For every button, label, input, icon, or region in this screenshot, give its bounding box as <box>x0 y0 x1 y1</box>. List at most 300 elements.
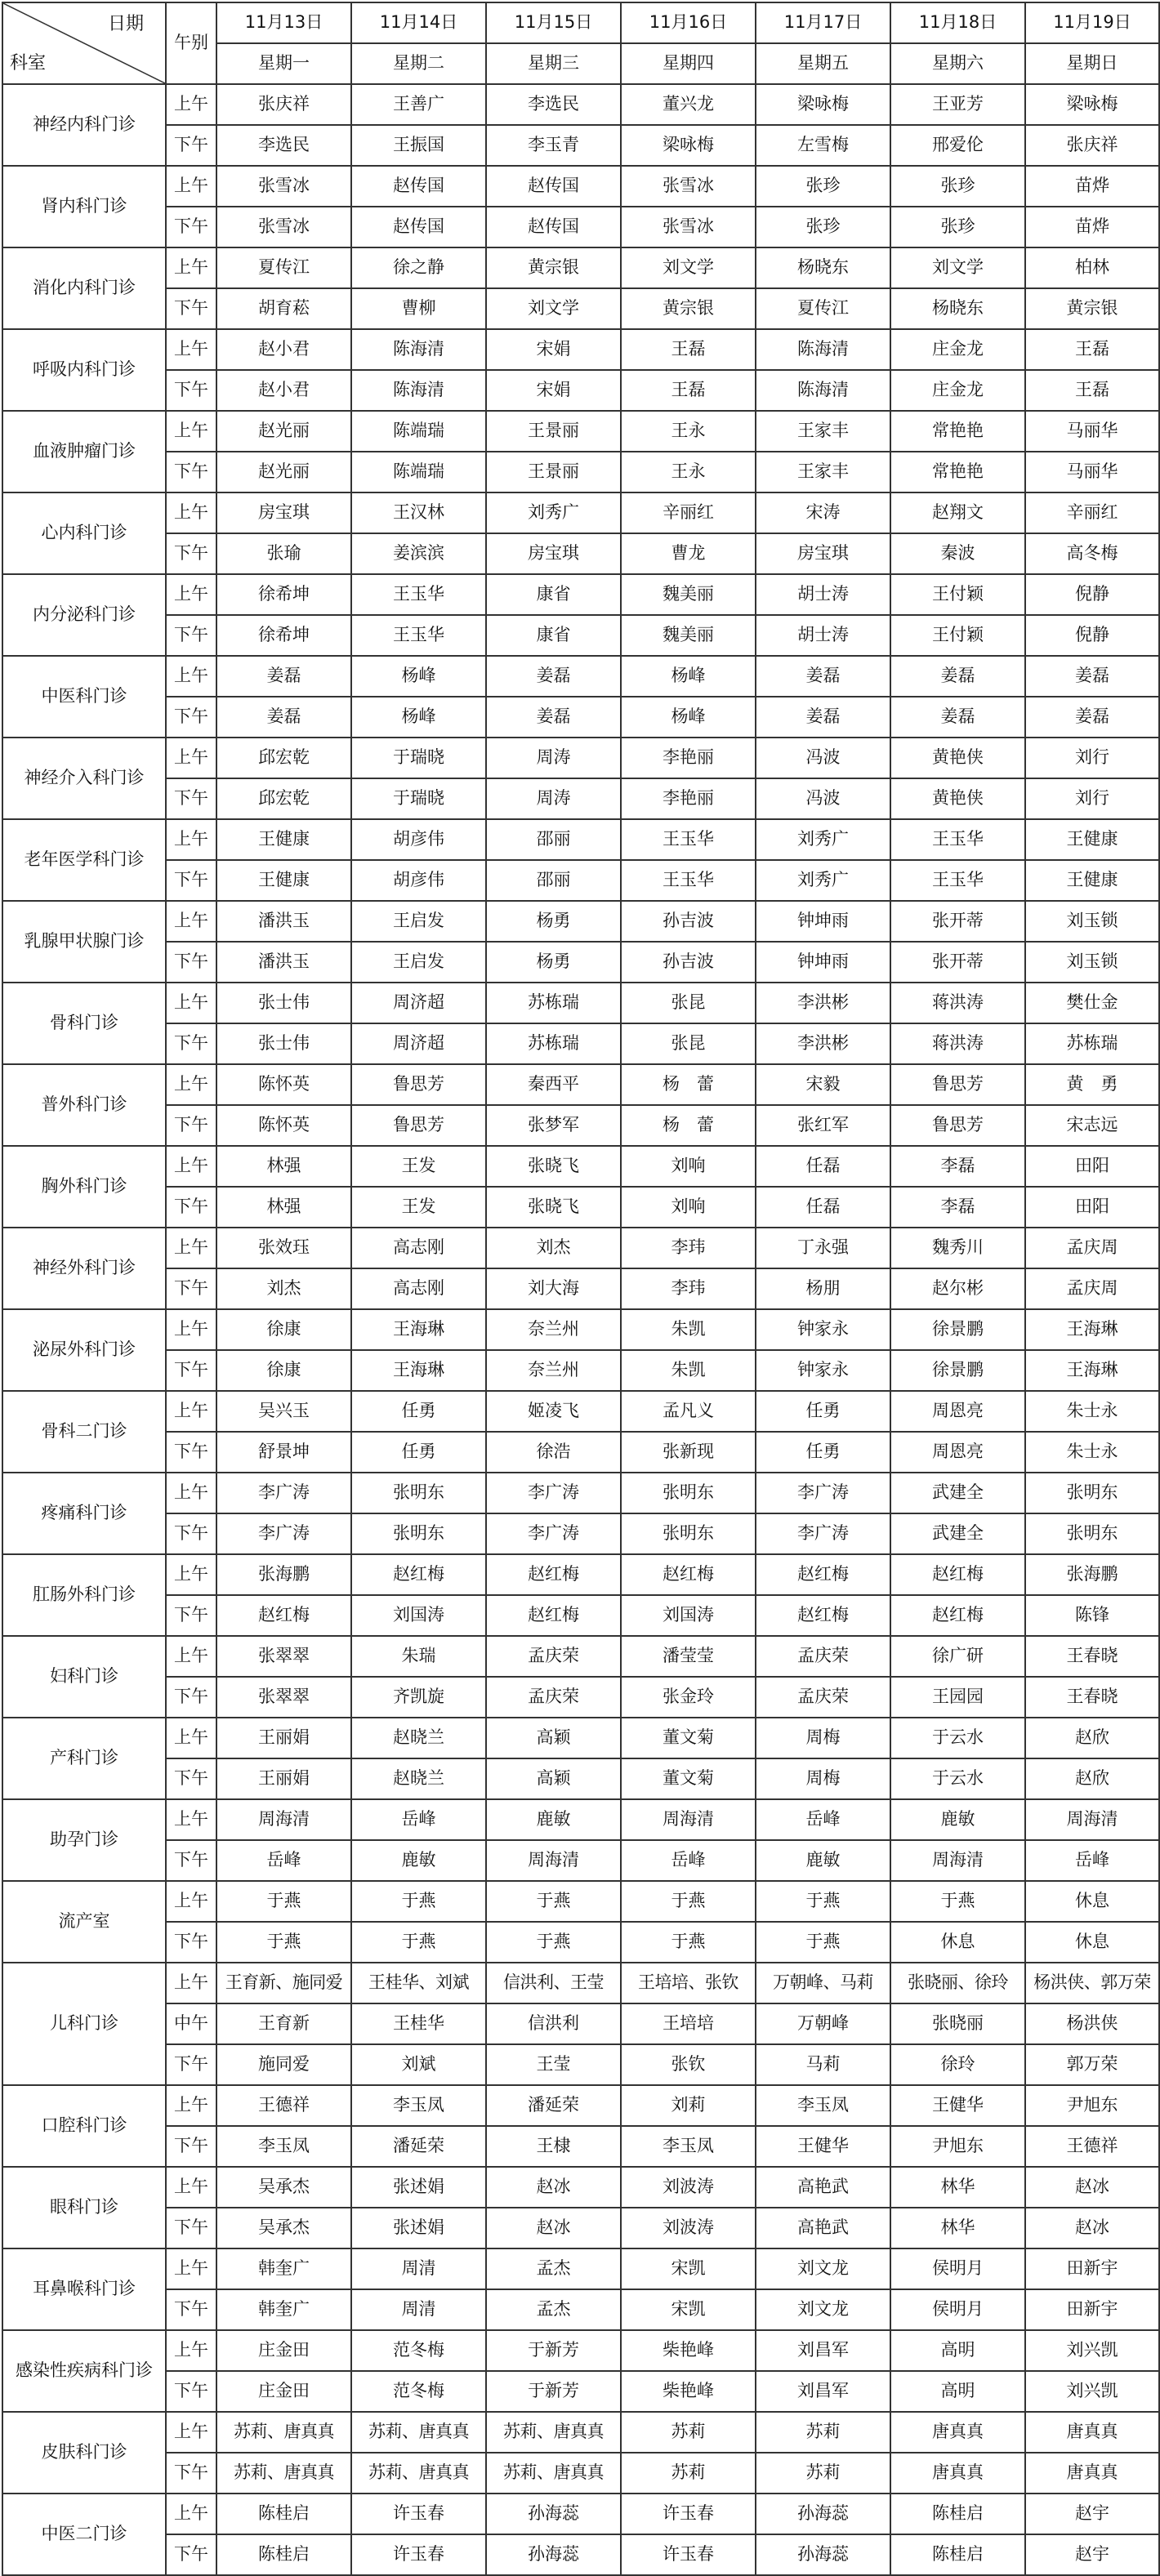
doctor-cell: 徐之静 <box>351 247 486 288</box>
doctor-cell: 张瑜 <box>216 533 351 574</box>
doctor-cell: 孙吉波 <box>621 942 756 983</box>
doctor-cell: 张珍 <box>890 166 1025 207</box>
doctor-cell: 黄艳侠 <box>890 778 1025 819</box>
corner-date-label: 日期 <box>107 14 144 34</box>
doctor-cell: 张述娟 <box>351 2208 486 2248</box>
date-header: 11月16日 <box>621 2 756 43</box>
doctor-cell: 于云水 <box>890 1718 1025 1758</box>
doctor-cell: 高艳武 <box>756 2208 890 2248</box>
doctor-cell: 赵传国 <box>486 207 621 247</box>
period-cell: 上午 <box>166 1799 216 1840</box>
doctor-cell: 赵光丽 <box>216 411 351 452</box>
period-cell: 上午 <box>166 1636 216 1677</box>
doctor-cell: 孙吉波 <box>621 901 756 942</box>
doctor-cell: 黄宗银 <box>486 247 621 288</box>
period-cell: 上午 <box>166 1881 216 1922</box>
doctor-cell: 高冬梅 <box>1025 533 1159 574</box>
period-cell: 上午 <box>166 1064 216 1105</box>
doctor-cell: 王桂华、刘斌 <box>351 1963 486 2003</box>
doctor-cell: 张昆 <box>621 983 756 1023</box>
weekday-header: 星期六 <box>890 43 1025 84</box>
table-row <box>2 1350 1159 1391</box>
period-cell: 下午 <box>166 1513 216 1554</box>
doctor-cell: 刘文龙 <box>756 2248 890 2289</box>
doctor-cell: 于燕 <box>486 1881 621 1922</box>
period-cell: 下午 <box>166 697 216 738</box>
doctor-cell: 苏莉 <box>756 2453 890 2494</box>
doctor-cell: 赵晓兰 <box>351 1718 486 1758</box>
doctor-cell: 黄艳侠 <box>890 738 1025 778</box>
doctor-cell: 徐浩 <box>486 1432 621 1473</box>
doctor-cell: 刘杰 <box>486 1228 621 1268</box>
doctor-cell: 吴承杰 <box>216 2167 351 2208</box>
doctor-cell: 庄金田 <box>216 2330 351 2371</box>
doctor-cell: 于燕 <box>756 1881 890 1922</box>
doctor-cell: 徐景鹏 <box>890 1350 1025 1391</box>
doctor-cell: 武建全 <box>890 1513 1025 1554</box>
table-row <box>2 1268 1159 1309</box>
table-row <box>2 452 1159 492</box>
department-name: 普外科门诊 <box>2 1064 166 1146</box>
doctor-cell: 杨朋 <box>756 1268 890 1309</box>
department-name: 内分泌科门诊 <box>2 574 166 656</box>
doctor-cell: 倪静 <box>1025 574 1159 615</box>
table-row <box>2 901 1159 942</box>
doctor-cell: 姜磊 <box>216 656 351 697</box>
period-cell: 中午 <box>166 2003 216 2044</box>
doctor-cell: 邱宏乾 <box>216 738 351 778</box>
doctor-cell: 柏林 <box>1025 247 1159 288</box>
doctor-cell: 韩奎广 <box>216 2248 351 2289</box>
doctor-cell: 王海琳 <box>1025 1350 1159 1391</box>
period-cell: 下午 <box>166 2126 216 2167</box>
table-row <box>2 2494 1159 2534</box>
doctor-cell: 孟庆荣 <box>756 1677 890 1718</box>
table-row <box>2 1473 1159 1513</box>
doctor-cell: 李洪彬 <box>756 983 890 1023</box>
department-name: 中医二门诊 <box>2 2494 166 2575</box>
table-row <box>2 1432 1159 1473</box>
department-name: 老年医学科门诊 <box>2 819 166 901</box>
doctor-cell: 张金玲 <box>621 1677 756 1718</box>
doctor-cell: 赵尔彬 <box>890 1268 1025 1309</box>
doctor-cell: 赵小君 <box>216 370 351 411</box>
date-header: 11月17日 <box>756 2 890 43</box>
doctor-cell: 侯明月 <box>890 2248 1025 2289</box>
doctor-cell: 周海清 <box>890 1840 1025 1881</box>
table-row <box>2 819 1159 860</box>
doctor-cell: 潘莹莹 <box>621 1636 756 1677</box>
doctor-cell: 苏栋瑞 <box>486 1023 621 1064</box>
period-cell: 上午 <box>166 2248 216 2289</box>
doctor-cell: 杨勇 <box>486 901 621 942</box>
doctor-cell: 许玉春 <box>621 2494 756 2534</box>
doctor-cell: 王健康 <box>216 819 351 860</box>
doctor-cell: 左雪梅 <box>756 125 890 166</box>
doctor-cell: 于燕 <box>621 1881 756 1922</box>
period-cell: 下午 <box>166 778 216 819</box>
doctor-cell: 夏传江 <box>216 247 351 288</box>
period-cell: 下午 <box>166 533 216 574</box>
doctor-cell: 王培培、张钦 <box>621 1963 756 2003</box>
doctor-cell: 苏莉、唐真真 <box>486 2412 621 2453</box>
table-row <box>2 411 1159 452</box>
doctor-cell: 陈桂启 <box>216 2534 351 2575</box>
doctor-cell: 房宝琪 <box>486 533 621 574</box>
doctor-cell: 秦西平 <box>486 1064 621 1105</box>
doctor-cell: 陈海清 <box>756 370 890 411</box>
doctor-cell: 朱瑞 <box>351 1636 486 1677</box>
doctor-cell: 赵欣 <box>1025 1718 1159 1758</box>
doctor-cell: 康省 <box>486 574 621 615</box>
weekday-header: 星期三 <box>486 43 621 84</box>
doctor-cell: 刘玉锁 <box>1025 942 1159 983</box>
doctor-cell: 魏美丽 <box>621 574 756 615</box>
doctor-cell: 黄宗银 <box>1025 288 1159 329</box>
doctor-cell: 于瑞晓 <box>351 778 486 819</box>
department-name: 胸外科门诊 <box>2 1146 166 1228</box>
doctor-cell: 朱士永 <box>1025 1391 1159 1432</box>
doctor-cell: 徐玲 <box>890 2044 1025 2085</box>
table-row <box>2 615 1159 656</box>
doctor-cell: 张昆 <box>621 1023 756 1064</box>
doctor-cell: 刘昌军 <box>756 2371 890 2412</box>
doctor-cell: 刘玉锁 <box>1025 901 1159 942</box>
table-row <box>2 2003 1159 2044</box>
table-row <box>2 2330 1159 2371</box>
doctor-cell: 范冬梅 <box>351 2330 486 2371</box>
period-cell: 下午 <box>166 2044 216 2085</box>
period-cell: 上午 <box>166 329 216 370</box>
doctor-cell: 王景丽 <box>486 452 621 492</box>
table-row <box>2 1228 1159 1268</box>
doctor-cell: 曹柳 <box>351 288 486 329</box>
period-cell: 上午 <box>166 1391 216 1432</box>
doctor-cell: 赵传国 <box>351 207 486 247</box>
doctor-cell: 赵红梅 <box>486 1595 621 1636</box>
doctor-cell: 王玉华 <box>621 819 756 860</box>
doctor-cell: 田阳 <box>1025 1187 1159 1228</box>
doctor-cell: 刘行 <box>1025 738 1159 778</box>
doctor-cell: 任勇 <box>756 1432 890 1473</box>
department-name: 神经内科门诊 <box>2 84 166 166</box>
table-row <box>2 656 1159 697</box>
doctor-cell: 奈兰州 <box>486 1309 621 1350</box>
table-row <box>2 697 1159 738</box>
doctor-cell: 田新宇 <box>1025 2289 1159 2330</box>
period-cell: 下午 <box>166 1023 216 1064</box>
table-row <box>2 1922 1159 1963</box>
doctor-cell: 岳峰 <box>216 1840 351 1881</box>
period-cell: 下午 <box>166 452 216 492</box>
doctor-cell: 鲁思芳 <box>351 1105 486 1146</box>
doctor-cell: 庄金田 <box>216 2371 351 2412</box>
period-cell: 上午 <box>166 738 216 778</box>
doctor-cell: 王丽娟 <box>216 1758 351 1799</box>
doctor-cell: 赵翔文 <box>890 492 1025 533</box>
doctor-cell: 张开蒂 <box>890 901 1025 942</box>
period-cell: 上午 <box>166 1146 216 1187</box>
doctor-cell: 周清 <box>351 2289 486 2330</box>
doctor-cell: 周涛 <box>486 778 621 819</box>
doctor-cell: 王育新 <box>216 2003 351 2044</box>
doctor-cell: 宋涛 <box>756 492 890 533</box>
doctor-cell: 董文菊 <box>621 1758 756 1799</box>
period-cell: 下午 <box>166 207 216 247</box>
doctor-cell: 徐希坤 <box>216 615 351 656</box>
doctor-cell: 张翠翠 <box>216 1677 351 1718</box>
period-cell: 上午 <box>166 1554 216 1595</box>
doctor-cell: 苏莉 <box>756 2412 890 2453</box>
doctor-cell: 苏栋瑞 <box>486 983 621 1023</box>
doctor-cell: 魏美丽 <box>621 615 756 656</box>
doctor-cell: 夏传江 <box>756 288 890 329</box>
table-body <box>2 84 1159 2575</box>
department-name: 骨科门诊 <box>2 983 166 1064</box>
doctor-cell: 齐凯旋 <box>351 1677 486 1718</box>
doctor-cell: 鹿敏 <box>890 1799 1025 1840</box>
doctor-cell: 刘波涛 <box>621 2208 756 2248</box>
doctor-cell: 潘洪玉 <box>216 942 351 983</box>
doctor-cell: 王汉林 <box>351 492 486 533</box>
period-cell: 下午 <box>166 1840 216 1881</box>
department-name: 妇科门诊 <box>2 1636 166 1718</box>
doctor-cell: 休息 <box>1025 1881 1159 1922</box>
doctor-cell: 吴兴玉 <box>216 1391 351 1432</box>
doctor-cell: 武建全 <box>890 1473 1025 1513</box>
doctor-cell: 常艳艳 <box>890 452 1025 492</box>
doctor-cell: 杨峰 <box>351 697 486 738</box>
department-name: 口腔科门诊 <box>2 2085 166 2167</box>
doctor-cell: 庄金龙 <box>890 370 1025 411</box>
doctor-cell: 周济超 <box>351 1023 486 1064</box>
doctor-cell: 孟庆周 <box>1025 1268 1159 1309</box>
table-row <box>2 492 1159 533</box>
doctor-cell: 李玉凤 <box>621 2126 756 2167</box>
doctor-cell: 刘秀广 <box>756 819 890 860</box>
period-cell: 上午 <box>166 2167 216 2208</box>
doctor-cell: 于燕 <box>486 1922 621 1963</box>
doctor-cell: 刘文学 <box>621 247 756 288</box>
doctor-cell: 王付颖 <box>890 615 1025 656</box>
doctor-cell: 马丽华 <box>1025 411 1159 452</box>
doctor-cell: 邵丽 <box>486 860 621 901</box>
doctor-cell: 黄 勇 <box>1025 1064 1159 1105</box>
doctor-cell: 王玉华 <box>890 860 1025 901</box>
doctor-cell: 李广涛 <box>756 1513 890 1554</box>
doctor-cell: 杨晓东 <box>890 288 1025 329</box>
doctor-cell: 赵红梅 <box>216 1595 351 1636</box>
doctor-cell: 苏莉、唐真真 <box>216 2412 351 2453</box>
doctor-cell: 王德祥 <box>216 2085 351 2126</box>
doctor-cell: 赵宇 <box>1025 2534 1159 2575</box>
doctor-cell: 高志刚 <box>351 1228 486 1268</box>
doctor-cell: 刘国涛 <box>351 1595 486 1636</box>
doctor-cell: 李广涛 <box>756 1473 890 1513</box>
doctor-cell: 李广涛 <box>486 1473 621 1513</box>
date-header: 11月14日 <box>351 2 486 43</box>
doctor-cell: 朱凯 <box>621 1309 756 1350</box>
doctor-cell: 王健华 <box>890 2085 1025 2126</box>
department-name: 眼科门诊 <box>2 2167 166 2248</box>
table-row <box>2 1105 1159 1146</box>
doctor-cell: 胡士涛 <box>756 615 890 656</box>
doctor-cell: 苗烨 <box>1025 207 1159 247</box>
doctor-cell: 姜磊 <box>1025 656 1159 697</box>
weekday-header: 星期二 <box>351 43 486 84</box>
doctor-cell: 王健康 <box>1025 819 1159 860</box>
doctor-cell: 王家丰 <box>756 411 890 452</box>
doctor-cell: 韩奎广 <box>216 2289 351 2330</box>
doctor-cell: 宋凯 <box>621 2248 756 2289</box>
doctor-cell: 姜磊 <box>216 697 351 738</box>
doctor-cell: 林强 <box>216 1187 351 1228</box>
doctor-cell: 王春晓 <box>1025 1636 1159 1677</box>
doctor-cell: 胡育菘 <box>216 288 351 329</box>
doctor-cell: 刘杰 <box>216 1268 351 1309</box>
doctor-cell: 尹旭东 <box>1025 2085 1159 2126</box>
doctor-cell: 周海清 <box>621 1799 756 1840</box>
doctor-cell: 尹旭东 <box>890 2126 1025 2167</box>
doctor-cell: 张明东 <box>1025 1513 1159 1554</box>
doctor-cell: 王发 <box>351 1146 486 1187</box>
doctor-cell: 王磊 <box>1025 329 1159 370</box>
period-cell: 下午 <box>166 2534 216 2575</box>
table-row <box>2 1146 1159 1187</box>
doctor-cell: 张雪冰 <box>621 166 756 207</box>
period-cell: 上午 <box>166 1309 216 1350</box>
department-name: 肾内科门诊 <box>2 166 166 247</box>
doctor-cell: 杨洪侠 <box>1025 2003 1159 2044</box>
table-row <box>2 1064 1159 1105</box>
doctor-cell: 田新宇 <box>1025 2248 1159 2289</box>
table-row <box>2 574 1159 615</box>
doctor-cell: 姜磊 <box>756 697 890 738</box>
doctor-cell: 张效珏 <box>216 1228 351 1268</box>
doctor-cell: 李洪彬 <box>756 1023 890 1064</box>
doctor-cell: 张开蒂 <box>890 942 1025 983</box>
weekday-header: 星期日 <box>1025 43 1159 84</box>
doctor-cell: 赵红梅 <box>756 1554 890 1595</box>
table-row <box>2 2126 1159 2167</box>
period-cell: 下午 <box>166 2453 216 2494</box>
doctor-cell: 王培培 <box>621 2003 756 2044</box>
doctor-cell: 于燕 <box>216 1922 351 1963</box>
doctor-cell: 刘秀广 <box>756 860 890 901</box>
table-row <box>2 1187 1159 1228</box>
doctor-cell: 赵红梅 <box>756 1595 890 1636</box>
doctor-cell: 高明 <box>890 2371 1025 2412</box>
doctor-cell: 鲁思芳 <box>890 1105 1025 1146</box>
period-cell: 上午 <box>166 492 216 533</box>
doctor-cell: 赵冰 <box>486 2208 621 2248</box>
doctor-cell: 林华 <box>890 2208 1025 2248</box>
doctor-cell: 于燕 <box>621 1922 756 1963</box>
doctor-cell: 周恩亮 <box>890 1432 1025 1473</box>
doctor-cell: 董文菊 <box>621 1718 756 1758</box>
doctor-cell: 鹿敏 <box>756 1840 890 1881</box>
doctor-cell: 张珍 <box>890 207 1025 247</box>
period-cell: 上午 <box>166 901 216 942</box>
period-header: 午别 <box>166 2 216 84</box>
doctor-cell: 孟庆荣 <box>756 1636 890 1677</box>
department-name: 泌尿外科门诊 <box>2 1309 166 1391</box>
doctor-cell: 王磊 <box>621 370 756 411</box>
table-row <box>2 1636 1159 1677</box>
doctor-cell: 王海琳 <box>1025 1309 1159 1350</box>
period-cell: 上午 <box>166 247 216 288</box>
doctor-cell: 樊仕金 <box>1025 983 1159 1023</box>
doctor-cell: 赵传国 <box>486 166 621 207</box>
doctor-cell: 赵红梅 <box>621 1554 756 1595</box>
doctor-cell: 任勇 <box>351 1432 486 1473</box>
doctor-cell: 张雪冰 <box>216 207 351 247</box>
doctor-cell: 柴艳峰 <box>621 2330 756 2371</box>
weekday-header: 星期五 <box>756 43 890 84</box>
doctor-cell: 赵冰 <box>1025 2208 1159 2248</box>
table-row <box>2 288 1159 329</box>
doctor-cell: 许玉春 <box>351 2534 486 2575</box>
doctor-cell: 鲁思芳 <box>890 1064 1025 1105</box>
doctor-cell: 张晓飞 <box>486 1146 621 1187</box>
doctor-cell: 杨洪侠、郭万荣 <box>1025 1963 1159 2003</box>
department-name: 中医科门诊 <box>2 656 166 738</box>
doctor-cell: 周济超 <box>351 983 486 1023</box>
doctor-cell: 陈锋 <box>1025 1595 1159 1636</box>
table-row <box>2 2167 1159 2208</box>
doctor-cell: 张明东 <box>621 1513 756 1554</box>
doctor-cell: 李玉凤 <box>351 2085 486 2126</box>
department-name: 感染性疾病科门诊 <box>2 2330 166 2412</box>
doctor-cell: 刘莉 <box>621 2085 756 2126</box>
table-row <box>2 2248 1159 2289</box>
doctor-cell: 高志刚 <box>351 1268 486 1309</box>
period-cell: 下午 <box>166 615 216 656</box>
doctor-cell: 钟坤雨 <box>756 942 890 983</box>
doctor-cell: 于燕 <box>351 1881 486 1922</box>
period-cell: 上午 <box>166 2085 216 2126</box>
doctor-cell: 于燕 <box>756 1922 890 1963</box>
doctor-cell: 周清 <box>351 2248 486 2289</box>
doctor-cell: 陈海清 <box>351 329 486 370</box>
doctor-cell: 李选民 <box>216 125 351 166</box>
doctor-cell: 陈海清 <box>756 329 890 370</box>
doctor-cell: 康省 <box>486 615 621 656</box>
doctor-cell: 杨峰 <box>621 656 756 697</box>
doctor-cell: 李玉凤 <box>216 2126 351 2167</box>
doctor-cell: 孟凡义 <box>621 1391 756 1432</box>
doctor-cell: 赵红梅 <box>890 1595 1025 1636</box>
doctor-cell: 魏秀川 <box>890 1228 1025 1268</box>
department-name: 耳鼻喉科门诊 <box>2 2248 166 2330</box>
table-row <box>2 2044 1159 2085</box>
doctor-cell: 杨 蕾 <box>621 1105 756 1146</box>
doctor-cell: 宋志远 <box>1025 1105 1159 1146</box>
doctor-cell: 高颖 <box>486 1758 621 1799</box>
doctor-cell: 苏莉、唐真真 <box>216 2453 351 2494</box>
table-row <box>2 1799 1159 1840</box>
doctor-cell: 岳峰 <box>621 1840 756 1881</box>
period-cell: 下午 <box>166 1922 216 1963</box>
doctor-cell: 张珍 <box>756 207 890 247</box>
doctor-cell: 杨峰 <box>621 697 756 738</box>
doctor-cell: 王健康 <box>1025 860 1159 901</box>
period-cell: 下午 <box>166 1350 216 1391</box>
doctor-cell: 李艳丽 <box>621 778 756 819</box>
table-row <box>2 2534 1159 2575</box>
doctor-cell: 信洪利、王莹 <box>486 1963 621 2003</box>
doctor-cell: 赵欣 <box>1025 1758 1159 1799</box>
